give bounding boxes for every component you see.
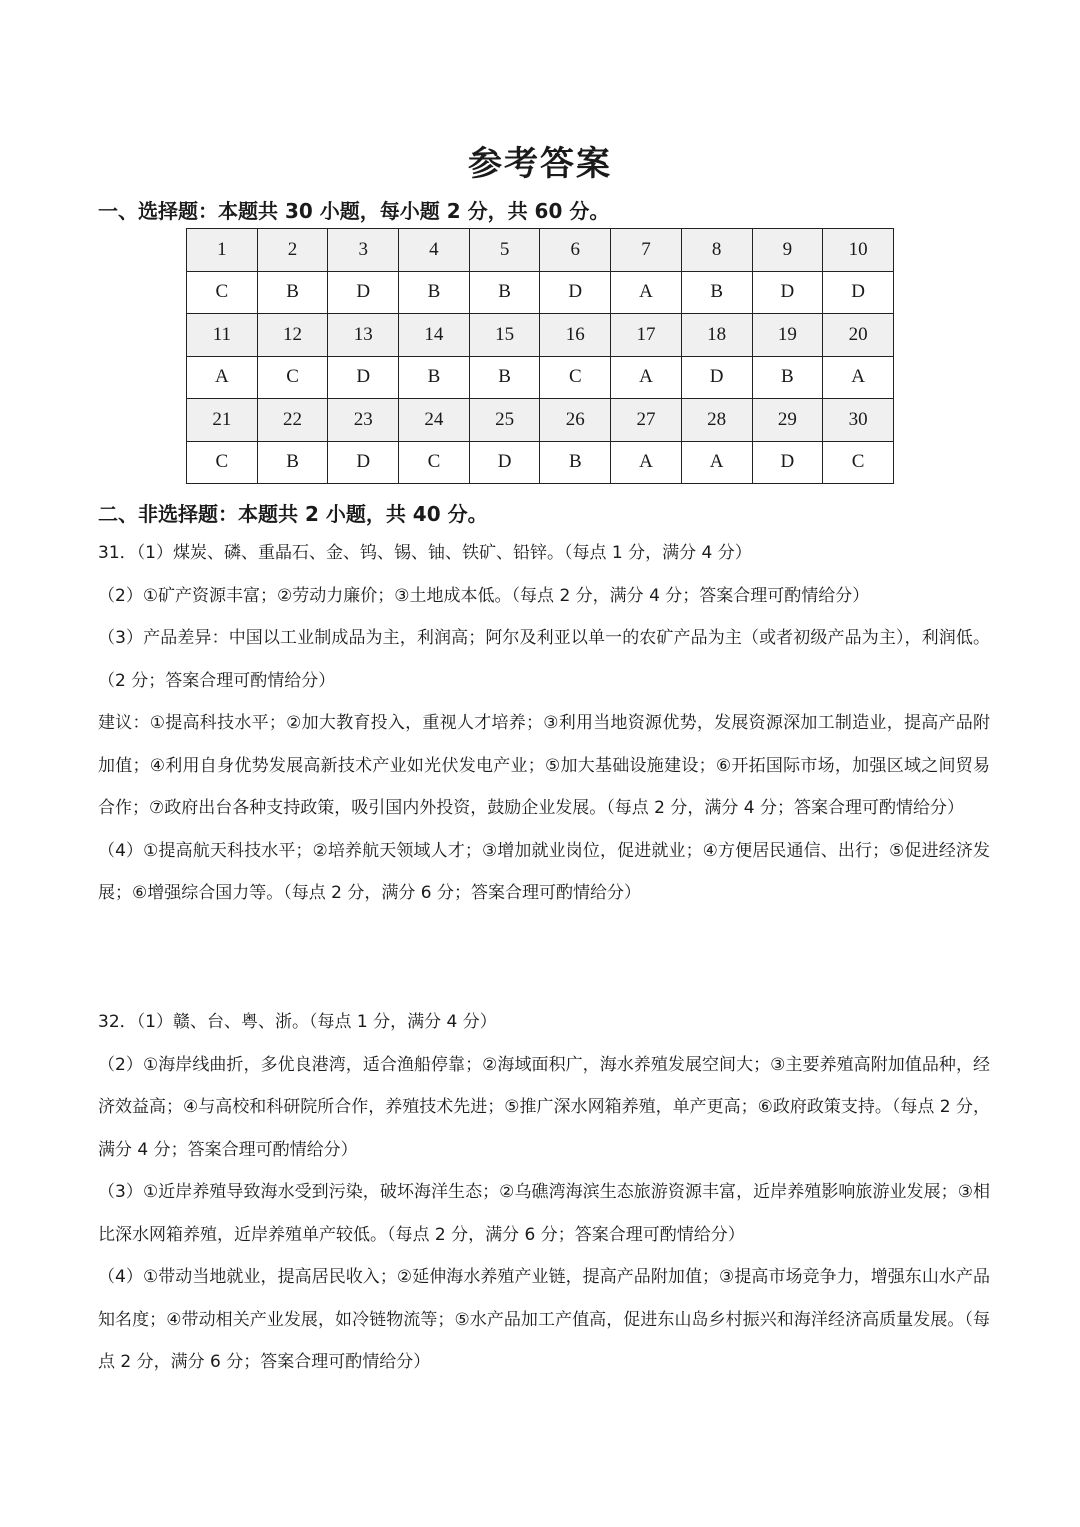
q31-part1: 31．（1）煤炭、磷、重晶石、金、钨、锡、铀、铁矿、铅锌。（每点 1 分，满分 4 分）	[98, 543, 752, 563]
answer-cell: B	[399, 356, 470, 399]
answer-cell: C	[257, 356, 328, 399]
answer-cell: C	[399, 441, 470, 484]
section-heading-free-response: 二、非选择题：本题共 2 小题，共 40 分。	[98, 502, 488, 526]
question-number-cell: 28	[681, 399, 752, 442]
answer-cell: D	[752, 271, 823, 314]
question-number-cell: 2	[257, 229, 328, 272]
question-number-row	[187, 399, 894, 442]
question-number-cell: 16	[540, 314, 611, 357]
q31-part4: （4）①提高航天科技水平；②培养航天领域人才；③增加就业岗位，促进就业；④方便居民通信、出行；⑤促进经济发展；⑥增强综合国力等。（每点 2 分，满分 6 分；答案合理可酌情给分）	[98, 840, 990, 903]
page-title: 参考答案	[468, 144, 612, 184]
question-number-cell: 30	[823, 399, 894, 442]
question-number-cell: 9	[752, 229, 823, 272]
answer-cell: C	[187, 441, 258, 484]
answer-cell: D	[752, 441, 823, 484]
answer-cell: B	[681, 271, 752, 314]
question-number-cell: 21	[187, 399, 258, 442]
q32-part4: （4）①带动当地就业，提高居民收入；②延伸海水养殖产业链，提高产品附加值；③提高市场竞争力，增强东山水产品知名度；④带动相关产业发展，如冷链物流等；⑤水产品加工产值高，促进东山岛乡村振兴和海洋经济高质量发展。（每点 2 分，满分 6 分；答案合理可酌情给分）	[98, 1267, 990, 1372]
question-number-cell: 8	[681, 229, 752, 272]
answer-cell: C	[823, 441, 894, 484]
section-heading-multiple-choice: 一、选择题：本题共 30 小题，每小题 2 分，共 60 分。	[98, 199, 610, 223]
answer-cell: D	[469, 441, 540, 484]
answer-cell: D	[328, 356, 399, 399]
question-31-answers	[98, 532, 990, 915]
answer-cell: B	[399, 271, 470, 314]
q32-part3: （3）①近岸养殖导致海水受到污染，破坏海洋生态；②乌礁湾海滨生态旅游资源丰富，近岸养殖影响旅游业发展；③相比深水网箱养殖，近岸养殖单产较低。（每点 2 分，满分 6 分；答案合理可酌情给分）	[98, 1182, 990, 1245]
question-number-cell: 5	[469, 229, 540, 272]
answer-cell: B	[257, 271, 328, 314]
answer-cell: A	[611, 356, 682, 399]
q32-part1: 32．（1）赣、台、粤、浙。（每点 1 分，满分 4 分）	[98, 1012, 497, 1032]
question-number-cell: 22	[257, 399, 328, 442]
answer-cell: A	[187, 356, 258, 399]
question-number-cell: 7	[611, 229, 682, 272]
question-number-cell: 4	[399, 229, 470, 272]
question-number-row	[187, 314, 894, 357]
question-number-cell: 24	[399, 399, 470, 442]
answer-table-body	[187, 229, 894, 484]
answer-cell: A	[681, 441, 752, 484]
question-number-cell: 29	[752, 399, 823, 442]
question-number-cell: 27	[611, 399, 682, 442]
answer-cell: A	[823, 356, 894, 399]
question-number-cell: 1	[187, 229, 258, 272]
question-32-answers	[98, 1001, 990, 1384]
answer-cell: D	[540, 271, 611, 314]
question-number-cell: 19	[752, 314, 823, 357]
answer-cell: D	[823, 271, 894, 314]
answer-cell: B	[257, 441, 328, 484]
answer-row	[187, 441, 894, 484]
answer-cell: A	[611, 441, 682, 484]
answer-row	[187, 271, 894, 314]
q32-part2: （2）①海岸线曲折，多优良港湾，适合渔船停靠；②海域面积广，海水养殖发展空间大；③主要养殖高附加值品种，经济效益高；④与高校和科研院所合作，养殖技术先进；⑤推广深水网箱养殖，单产更高；⑥政府政策支持。（每点 2 分，满分 4 分；答案合理可酌情给分）	[98, 1054, 990, 1160]
answer-cell: D	[328, 271, 399, 314]
answer-cell: C	[540, 356, 611, 399]
question-number-cell: 13	[328, 314, 399, 357]
answer-cell: C	[187, 271, 258, 314]
answer-cell: D	[681, 356, 752, 399]
answer-row	[187, 356, 894, 399]
answer-cell: B	[540, 441, 611, 484]
answer-cell: B	[752, 356, 823, 399]
q31-suggestions: 建议：①提高科技水平；②加大教育投入，重视人才培养；③利用当地资源优势，发展资源深加工制造业，提高产品附加值；④利用自身优势发展高新技术产业如光伏发电产业；⑤加大基础设施建设；⑥开拓国际市场，加强区域之间贸易合作；⑦政府出台各种支持政策，吸引国内外投资，鼓励企业发展。（每点 2 分，满分 4 分；答案合理可酌情给分）	[98, 713, 990, 818]
question-number-cell: 6	[540, 229, 611, 272]
question-number-cell: 15	[469, 314, 540, 357]
question-number-cell: 25	[469, 399, 540, 442]
question-number-cell: 10	[823, 229, 894, 272]
answer-cell: D	[328, 441, 399, 484]
answer-cell: B	[469, 271, 540, 314]
q31-part3: （3）产品差异：中国以工业制成品为主，利润高；阿尔及利亚以单一的农矿产品为主（或者初级产品为主），利润低。（2 分；答案合理可酌情给分）	[98, 628, 990, 691]
question-number-cell: 14	[399, 314, 470, 357]
question-number-cell: 12	[257, 314, 328, 357]
question-number-cell: 11	[187, 314, 258, 357]
question-number-cell: 3	[328, 229, 399, 272]
question-number-cell: 18	[681, 314, 752, 357]
question-number-cell: 20	[823, 314, 894, 357]
q31-part2: （2）①矿产资源丰富；②劳动力廉价；③土地成本低。（每点 2 分，满分 4 分；答案合理可酌情给分）	[98, 585, 870, 606]
question-number-cell: 17	[611, 314, 682, 357]
answer-table	[186, 228, 894, 484]
answer-cell: B	[469, 356, 540, 399]
answer-cell: A	[611, 271, 682, 314]
question-number-row	[187, 229, 894, 272]
question-number-cell: 23	[328, 399, 399, 442]
question-number-cell: 26	[540, 399, 611, 442]
